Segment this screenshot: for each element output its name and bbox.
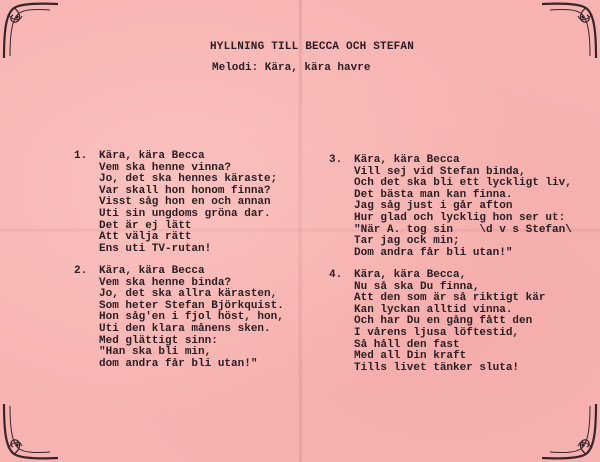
verse-line: Tills livet tänker sluta! — [354, 361, 520, 374]
corner-flourish-icon — [0, 0, 60, 60]
verse-line: Jo, det ska allra kärasten, — [99, 288, 278, 301]
corner-flourish-icon — [540, 0, 600, 60]
verse-line: Kära, kära Becca — [99, 150, 205, 162]
verse-line: Uti den klara månens sken. — [99, 322, 271, 335]
verse-line: "När A. tog sin \d v s Stefan\ — [354, 223, 572, 236]
verse-line: Hon såg'en i fjol höst, hon, — [99, 311, 284, 324]
stanza-4 — [329, 270, 545, 374]
stanza-3 — [329, 155, 572, 259]
verse-line: Som heter Stefan Björkquist. — [99, 299, 284, 312]
verse-line: Jo, det ska hennes käraste; — [99, 173, 278, 186]
verse-line: Uti sin ungdoms gröna dar. — [99, 207, 271, 220]
verse-line: Dom andra får bli utan!" — [354, 246, 513, 259]
verse-line: dom andra får bli utan!" — [99, 357, 258, 370]
verse-line: Med glättigt sinn: — [99, 334, 218, 347]
verse-line: Ens uti TV-rutan! — [99, 242, 212, 255]
verse-line: Hur glad och lycklig hon ser ut: — [354, 211, 566, 224]
verse-line: Kan lyckan alltid vinna. — [354, 303, 513, 316]
verse-line: Det bästa man kan finna. — [354, 188, 513, 201]
verse-line: Visst såg hon en och annan — [99, 196, 271, 209]
verse-line: Så håll den fast — [354, 338, 460, 351]
verse-line: Att den som är så riktigt kär — [354, 292, 546, 305]
stanza-1 — [74, 151, 277, 255]
verse-line: Och har Du en gång fått den — [354, 315, 533, 328]
verse-line: Och det ska bli ett lyckligt liv, — [354, 177, 572, 190]
verse-line: Var skall hon honom finna? — [99, 184, 271, 197]
verse-line: Vem ska henne vinna? — [99, 161, 232, 174]
stanza-number: 4. — [329, 269, 343, 281]
corner-flourish-icon — [540, 402, 600, 462]
verse-line: Nu så ska Du finna, — [354, 280, 480, 293]
stanza-2 — [74, 266, 284, 370]
verse-line: Det är ej lätt — [99, 219, 192, 232]
verse-line: Jag såg just i går afton — [354, 200, 513, 213]
verse-line: Kära, kära Becca — [99, 265, 205, 277]
stanza-number: 1. — [74, 150, 88, 162]
verse-line: Vill sej vid Stefan binda, — [354, 165, 526, 178]
verse-line: Kära, kära Becca — [354, 154, 460, 166]
song-title: HYLLNING TILL BECCA OCH STEFAN — [210, 41, 415, 53]
verse-line: "Han ska bli min, — [99, 346, 212, 359]
verse-line: Med all Din kraft — [354, 350, 467, 363]
stanza-number: 2. — [74, 265, 88, 277]
verse-line: Vem ska henne binda? — [99, 276, 232, 289]
verse-line: Att välja rätt — [99, 231, 192, 244]
verse-line: Tar jag ock min; — [354, 235, 460, 248]
corner-flourish-icon — [0, 402, 60, 462]
verse-line: Kära, kära Becca, — [354, 269, 467, 281]
verse-line: I vårens ljusa löftestid, — [354, 326, 520, 339]
melody-line: Melodi: Kära, kära havre — [212, 62, 371, 74]
stanza-number: 3. — [329, 154, 343, 166]
